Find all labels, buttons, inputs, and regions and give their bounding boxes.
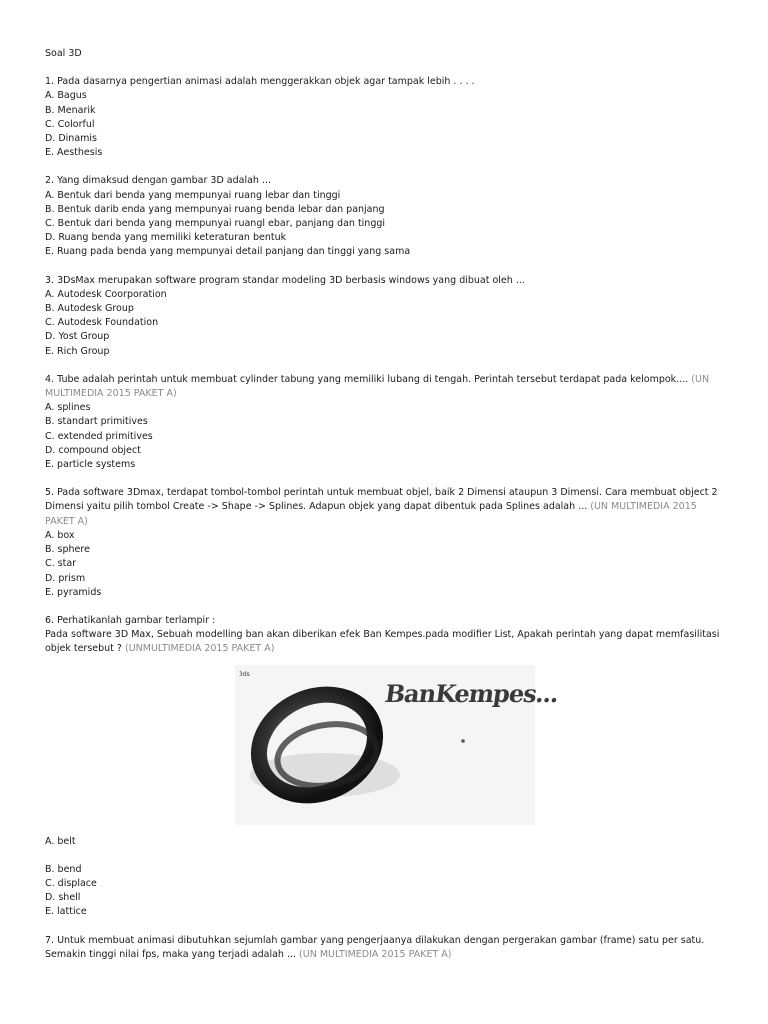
option-a: A. Bagus (45, 90, 87, 102)
question-intro: 6. Perhatikanlah garnbar terlampir : (45, 614, 216, 626)
option-e: E. Aesthesis (45, 147, 103, 159)
question-text: 7. Untuk membuat animasi dibutuhkan sejumlah gambar yang pengerjaanya dilakukan dengan pergerakan gambar (frame) satu per satu. Semakin tinggi nilai fps, maka yang terjadi adalah ... (45, 934, 705, 960)
question-text: 3. 3DsMax merupakan software program standar modeling 3D berbasis windows yang dibuat oleh ... (45, 274, 525, 286)
option-c: C. Autodesk Foundation (45, 317, 159, 329)
question-source: (UN MULTIMEDIA 2015 PAKET A) (299, 948, 452, 960)
option-d: D. compound object (45, 444, 141, 456)
option-c: C. displace (45, 877, 97, 889)
option-b: B. standart primitives (45, 416, 148, 428)
option-e: E. particle systems (45, 459, 136, 471)
option-a: A. belt (45, 835, 76, 847)
option-b: B. bend (45, 863, 82, 875)
question-source: (UN MULTIMEDIA 2015 PAKET A) (45, 373, 710, 400)
option-e: E. lattice (45, 906, 87, 918)
question-text: 1. Pada dasarnya pengertian animasi adalah menggerakkan objek agar tampak lebih . . . . (45, 76, 475, 88)
option-d: D. Ruang benda yang memiliki keteraturan bentuk (45, 232, 287, 244)
option-e: E. Ruang pada benda yang mempunyai detail panjang dan tinggi yang sama (45, 246, 411, 258)
question-paragraph (45, 373, 725, 401)
option-c: C. extended primitives (45, 430, 153, 442)
tire-figure-image (235, 665, 561, 825)
option-e: E. Rich Group (45, 345, 110, 357)
question-paragraph (45, 934, 725, 962)
option-c: C. star (45, 558, 77, 570)
option-a: A. Bentuk dari benda yang mempunyai ruang lebar dan tinggi (45, 189, 341, 201)
option-e: E. pyramids (45, 586, 102, 598)
document-title: Soal 3D (45, 48, 82, 59)
option-b: B. Autodesk Group (45, 303, 134, 315)
figure-caption-text: BanKempes... (383, 678, 561, 708)
option-d: D. Yost Group (45, 331, 110, 343)
question-text: Pada software 3D Max, Sebuah modelling ban akan diberikan efek Ban Kempes.pada modifier List, Apakah perintah yang dapat memfasilitasi objek tersebut ? (45, 629, 720, 655)
option-a: A. Autodesk Coorporation (45, 288, 167, 300)
option-b: B. Menarik (45, 104, 96, 116)
question-4 (45, 373, 725, 472)
question-text: 4. Tube adalah perintah untuk membuat cylinder tabung yang memiliki lubang di tengah. Perintah tersebut terdapat pada kelompok.... (45, 373, 689, 385)
option-c: C. Colorful (45, 118, 95, 130)
question-text: 5. Pada software 3Dmax, terdapat tombol-tombol perintah untuk membuat objel, baik 2 Dimensi ataupun 3 Dimensi. Cara membuat object 2 Dimensi yaitu pilih tombol Create -> Shape -> Splines. Adapun objek yang dapat dibentuk pada Splines adalah ... (45, 487, 718, 513)
option-d: D. shell (45, 892, 81, 904)
question-paragraph (45, 486, 725, 529)
question-7 (45, 934, 725, 962)
question-1 (45, 75, 725, 160)
option-a: A. box (45, 529, 75, 541)
question-3 (45, 274, 725, 359)
question-text: 2. Yang dimaksud dengan gambar 3D adalah ... (45, 175, 272, 187)
question-2 (45, 174, 725, 259)
option-c: C. Bentuk dari benda yang mempunyai ruangl ebar, panjang dan tinggi (45, 218, 386, 230)
option-b: B. Bentuk darib enda yang mempunyai ruang benda lebar dan panjang (45, 203, 385, 215)
question-paragraph (45, 628, 725, 656)
option-b: B. sphere (45, 544, 90, 556)
figure-corner-label: 3ds (239, 670, 250, 678)
option-a: A. splines (45, 402, 91, 414)
document-page (45, 47, 725, 962)
question-source: (UN MULTIMEDIA 2015 PAKET A) (45, 501, 697, 527)
option-d: D. prism (45, 572, 86, 584)
option-d: D. Dinamis (45, 133, 97, 145)
question-6 (45, 614, 725, 920)
question-5 (45, 486, 725, 600)
question-source: (UNMULTIMEDIA 2015 PAKET A) (125, 643, 275, 655)
